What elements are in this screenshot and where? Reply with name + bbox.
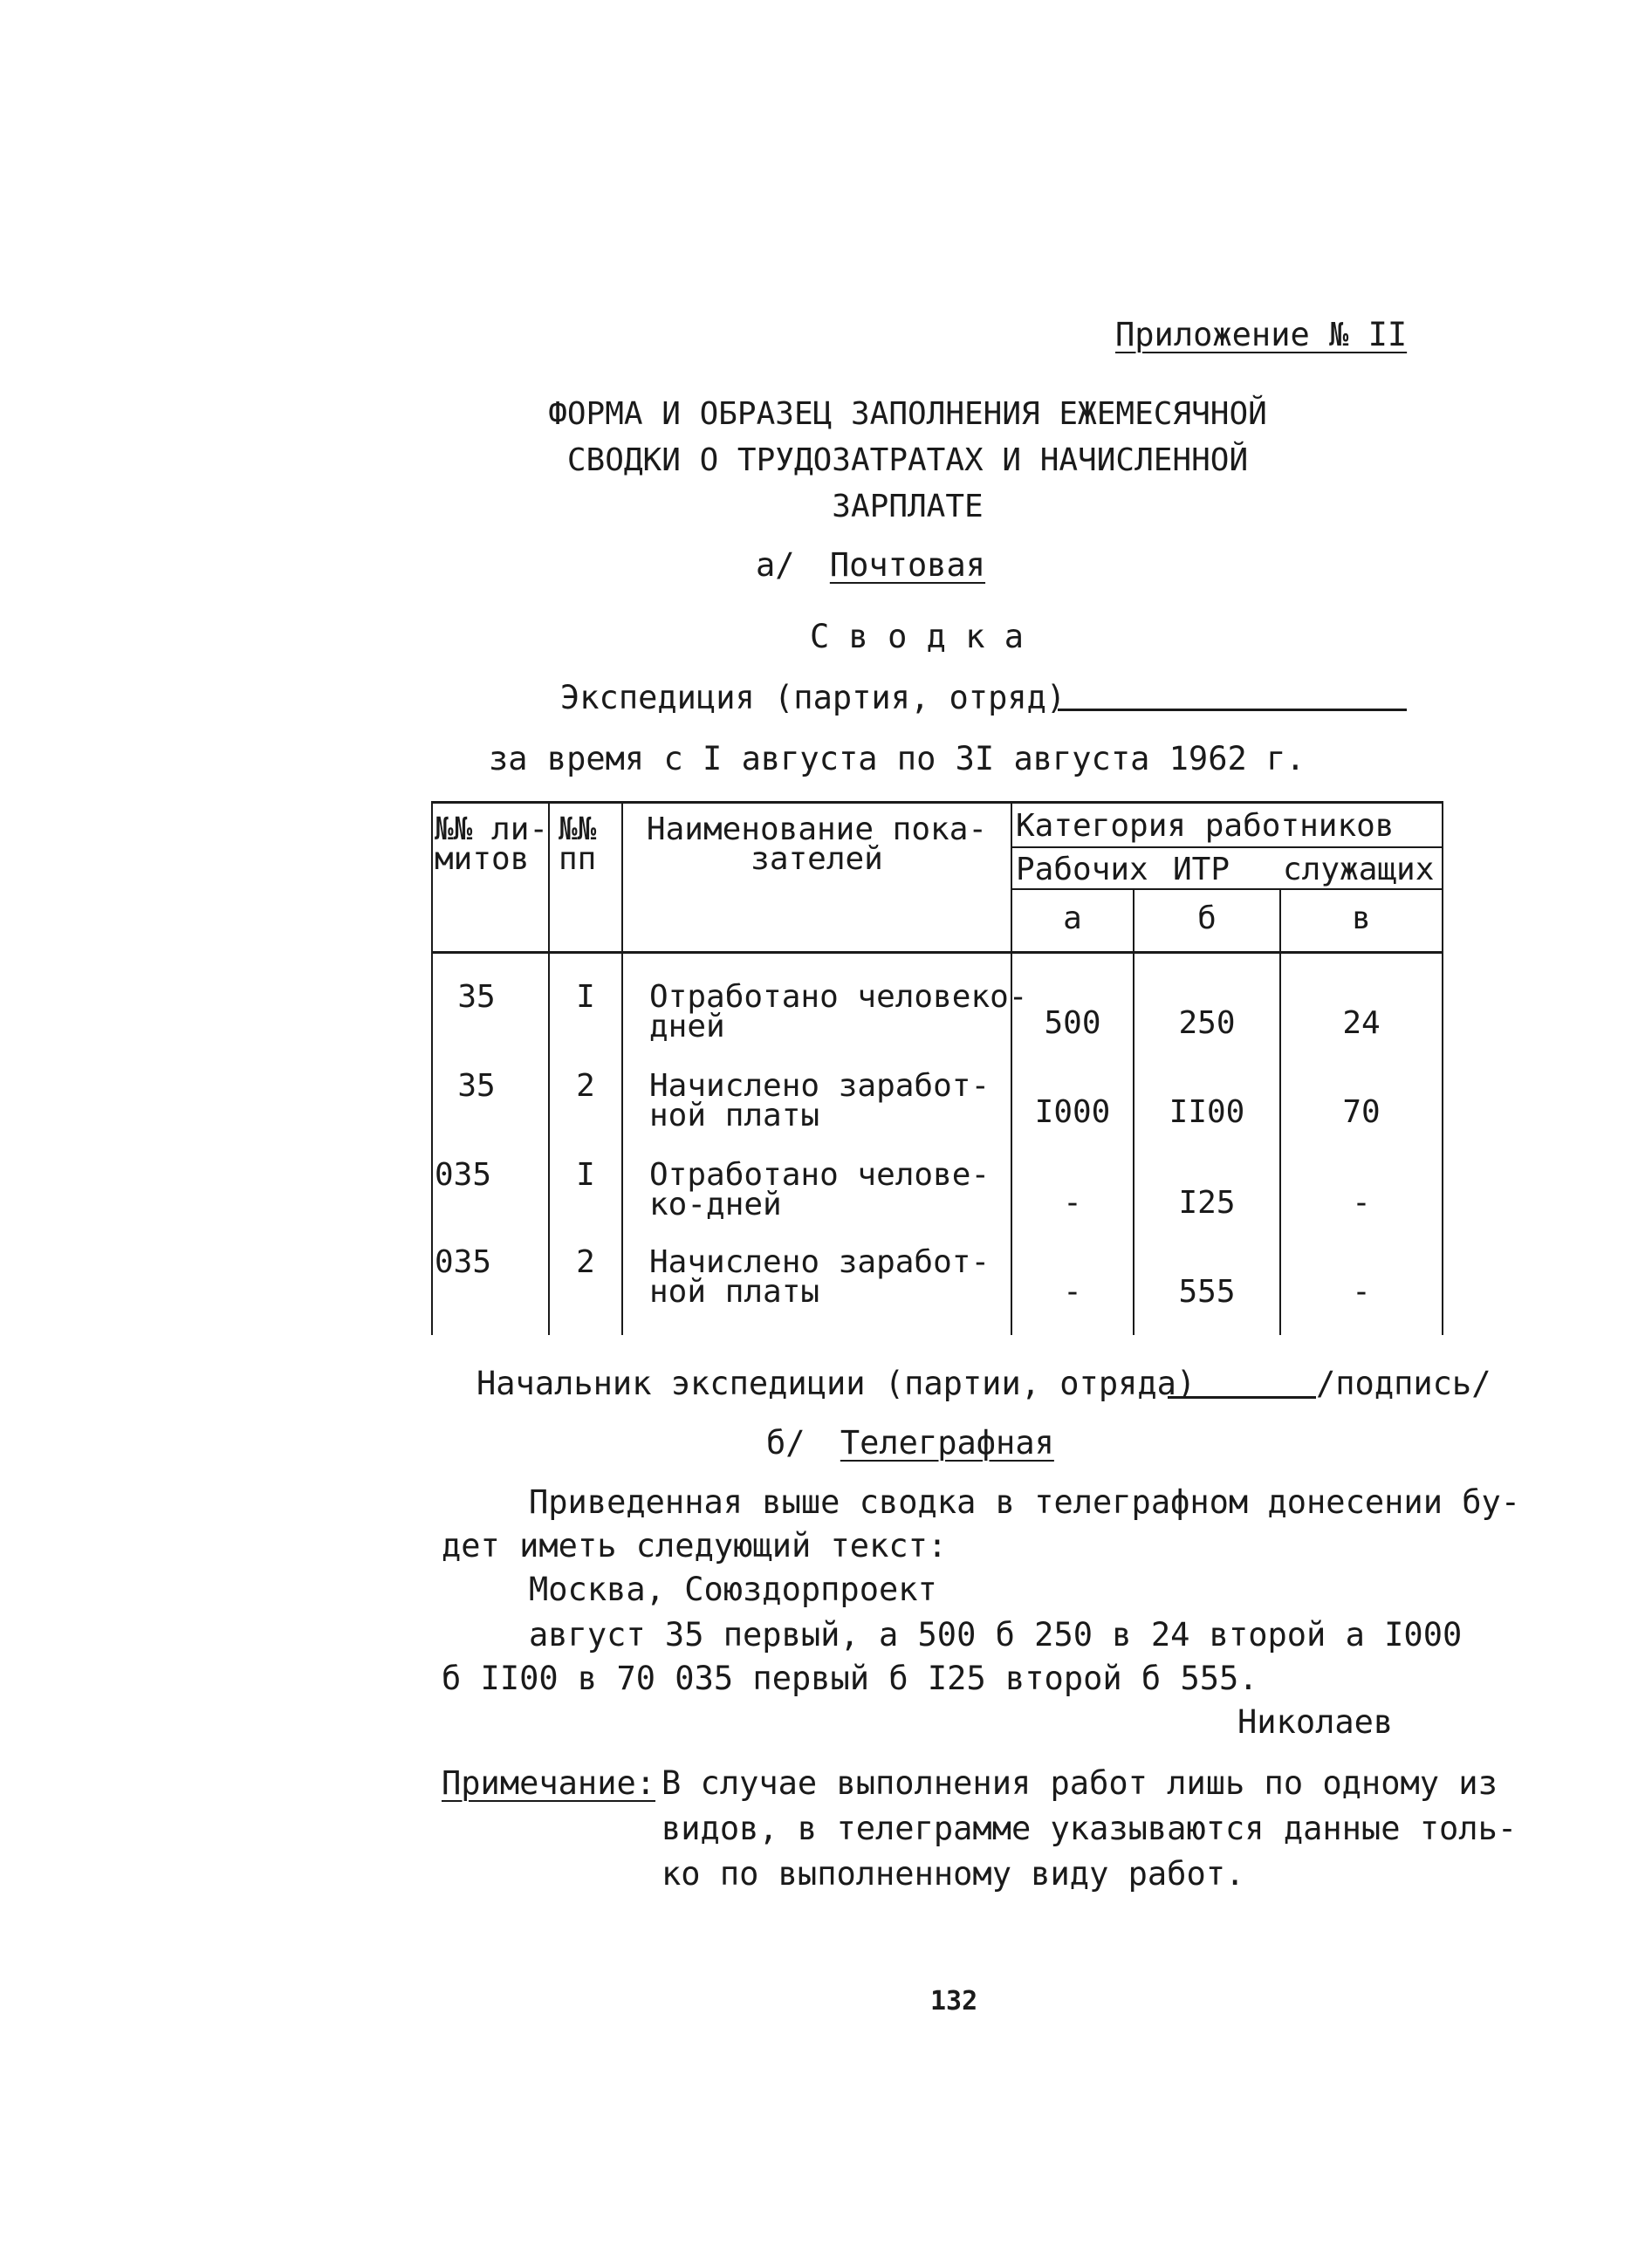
table-category-underline [1011, 846, 1443, 848]
row-value-b: II00 [1169, 1094, 1245, 1130]
note-label: Примечание: [442, 1764, 656, 1802]
title-line-1: ФОРМА И ОБРАЗЕЦ ЗАПОЛНЕНИЯ ЕЖЕМЕСЯЧНОЙ [548, 396, 1267, 432]
row-value-a: - [1063, 1274, 1082, 1310]
row-value-b: 250 [1178, 1005, 1236, 1041]
row-limit: 35 [457, 1068, 496, 1104]
telegram-intro-line-2: дет иметь следующий текст: [442, 1527, 948, 1565]
table-col-divider-3 [1011, 801, 1012, 1335]
period-line: за время с I августа по 3I августа 1962 г. [489, 740, 1306, 777]
table-right-border [1442, 801, 1443, 1335]
row-value-v: - [1352, 1274, 1371, 1310]
section-a-prefix: а/ [756, 546, 795, 584]
document-title [489, 391, 1326, 530]
row-value-b: 555 [1178, 1274, 1236, 1310]
row-value-a: 500 [1044, 1005, 1101, 1041]
telegram-intro-line-1: Приведенная выше сводка в телеграфном донесении бу- [529, 1483, 1521, 1521]
signature-blank [1168, 1396, 1316, 1399]
header-employees: служащих [1283, 852, 1435, 887]
row-value-a: I000 [1034, 1094, 1111, 1130]
telegram-address: Москва, Союздорпроект [529, 1571, 937, 1608]
row-indicator-name: Начислено заработ- ной платы [649, 1244, 991, 1310]
note-line-3: ко по выполненному виду работ. [661, 1855, 1245, 1893]
row-indicator-name: Отработано человеко- дней [649, 979, 1028, 1044]
table-top-border [431, 801, 1443, 804]
header-itr: ИТР [1173, 852, 1230, 887]
title-line-3: ЗАРПЛАТЕ [832, 489, 984, 524]
row-value-v: - [1352, 1185, 1371, 1221]
header-indicator-name: Наименование пока- зателей [646, 811, 988, 877]
title-line-2: СВОДКИ О ТРУДОЗАТРАТАХ И НАЧИСЛЕННОЙ [566, 442, 1249, 478]
note-line-1: В случае выполнения работ лишь по одному из [661, 1764, 1498, 1802]
header-workers: Рабочих [1016, 852, 1148, 887]
svodka-heading: С в о д к а [810, 618, 1025, 655]
row-number: 2 [576, 1068, 595, 1104]
table-col-divider-2 [621, 801, 623, 1335]
header-limits: №№ ли- митов [435, 811, 549, 877]
telegram-signer: Николаев [1237, 1703, 1394, 1741]
table-header-bottom [431, 951, 1443, 954]
telegram-text-line-1: август 35 первый, а 500 б 250 в 24 второй а I000 [529, 1616, 1463, 1654]
row-number: I [576, 979, 595, 1015]
row-limit: 035 [435, 1157, 492, 1193]
expedition-label: Экспедиция (партия, отряд) [560, 679, 1066, 716]
header-number: №№ пп [559, 811, 597, 877]
row-number: I [576, 1157, 595, 1193]
expedition-blank [1058, 709, 1407, 711]
row-indicator-name: Начислено заработ- ной платы [649, 1068, 991, 1133]
section-b-heading [766, 1424, 1054, 1462]
header-sub-a: а [1063, 900, 1082, 936]
table-left-border [431, 801, 433, 1335]
chief-label: Начальник экспедиции (партии, отряда) [476, 1365, 1196, 1402]
header-sub-v: в [1352, 900, 1371, 936]
row-value-b: I25 [1178, 1185, 1236, 1221]
signature-label: /подпись/ [1316, 1365, 1491, 1402]
section-a-name: Почтовая [829, 546, 986, 584]
header-category: Категория работников [1016, 808, 1395, 844]
section-a-heading [756, 546, 985, 584]
page-number: 132 [930, 1986, 978, 2017]
telegram-text-line-2: б II00 в 70 035 первый б I25 второй б 555. [442, 1660, 1258, 1697]
note-line-2: видов, в телеграмме указываются данные толь- [661, 1810, 1518, 1847]
table-subheader-line [1011, 888, 1443, 890]
header-sub-b: б [1197, 900, 1217, 936]
appendix-label: Приложение № II [1115, 316, 1408, 353]
row-value-v: 24 [1342, 1005, 1381, 1041]
row-number: 2 [576, 1244, 595, 1280]
section-b-name: Телеграфная [840, 1424, 1054, 1462]
row-value-v: 70 [1342, 1094, 1381, 1130]
row-limit: 35 [457, 979, 496, 1015]
section-b-prefix: б/ [766, 1424, 805, 1462]
row-value-a: - [1063, 1185, 1082, 1221]
row-indicator-name: Отработано челове- ко-дней [649, 1157, 991, 1222]
row-limit: 035 [435, 1244, 492, 1280]
